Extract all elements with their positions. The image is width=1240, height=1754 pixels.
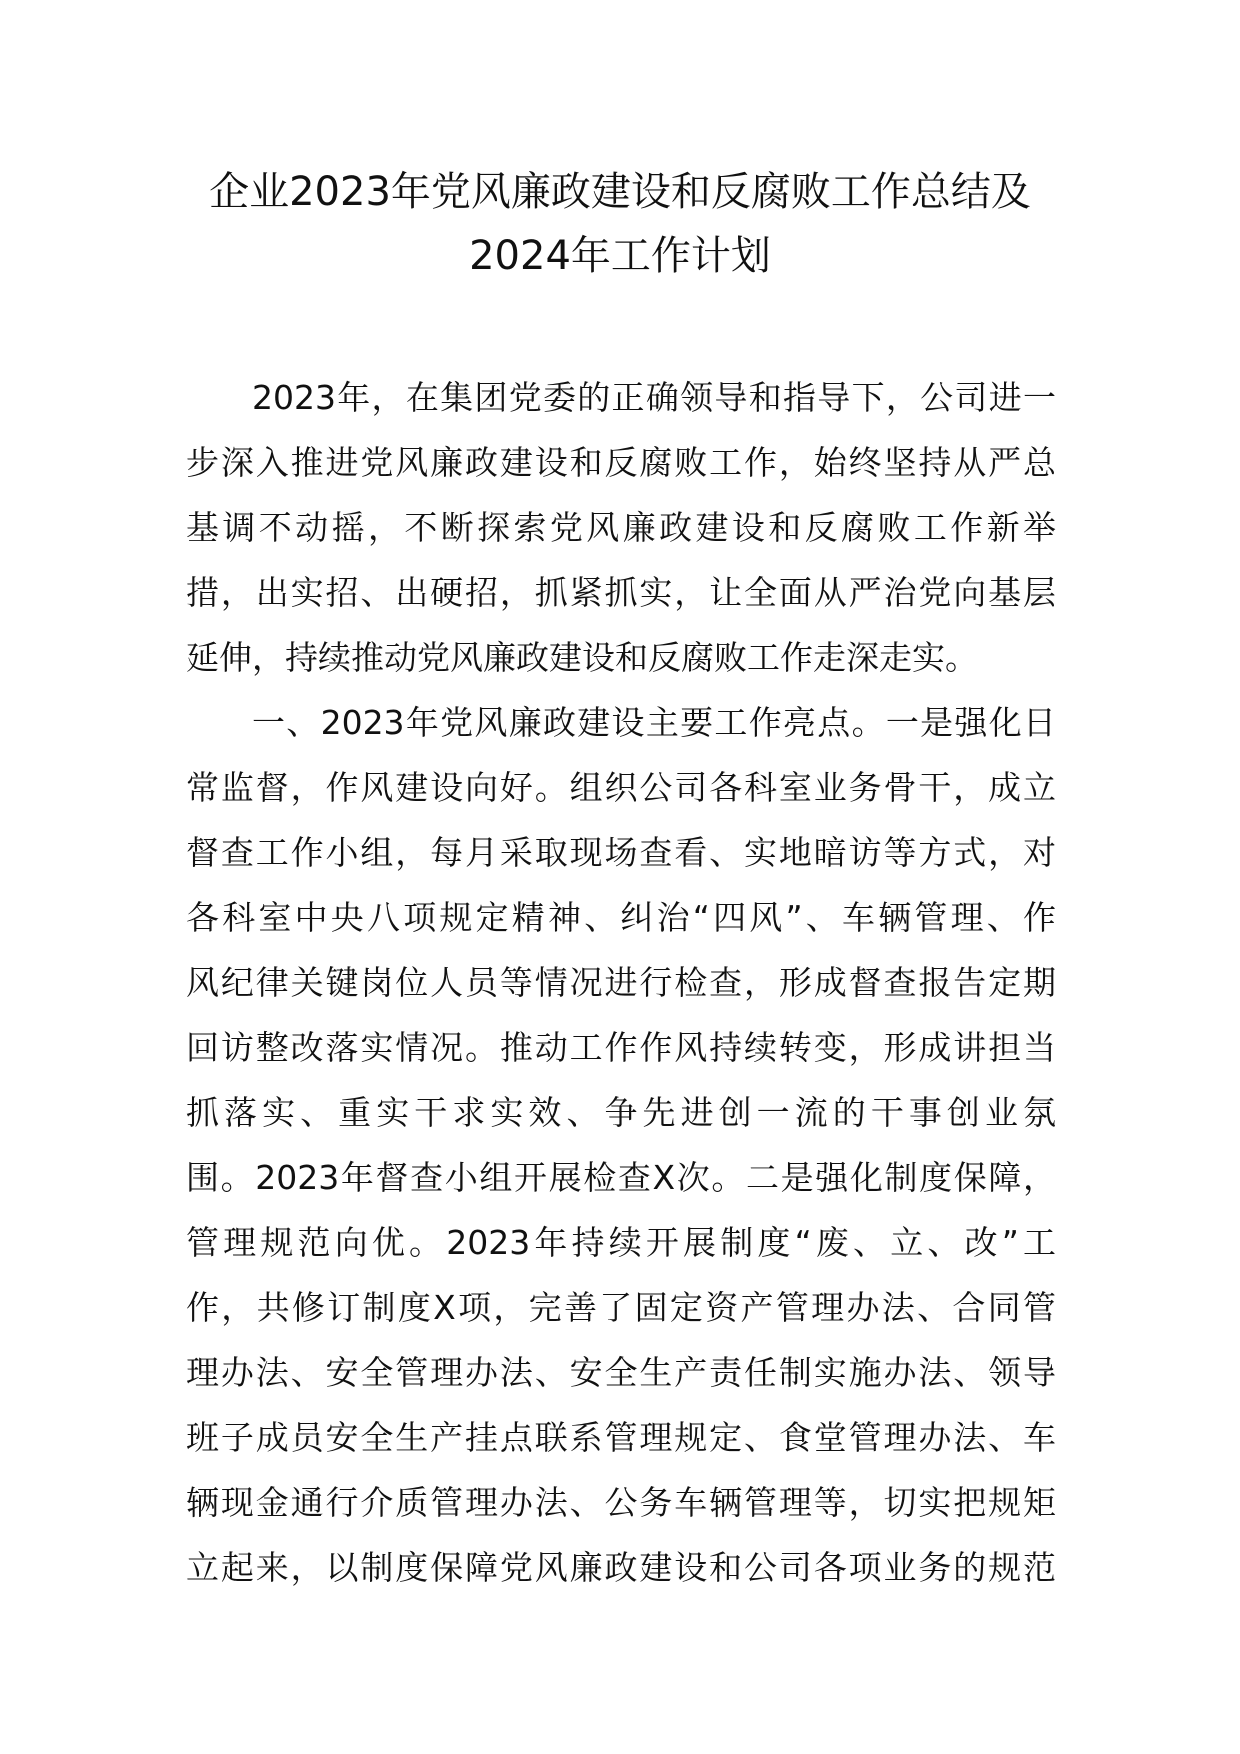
body-line: 理办法、安全管理办法、安全生产责任制实施办法、领导 [186, 1353, 1056, 1392]
body-line: 抓落实、重实干求实效、争先进创一流的干事创业氛 [186, 1093, 1056, 1132]
title-line: 2024年工作计划 [469, 233, 771, 279]
paragraph-intro [186, 365, 1056, 690]
body-line: 步深入推进党风廉政建设和反腐败工作，始终坚持从严总 [186, 443, 1056, 482]
body-line: 班子成员安全生产挂点联系管理规定、食堂管理办法、车 [186, 1418, 1056, 1457]
body-line: 作，共修订制度X项，完善了固定资产管理办法、合同管 [186, 1288, 1056, 1327]
paragraph-section-one [186, 690, 1056, 1600]
body-line: 延伸，持续推动党风廉政建设和反腐败工作走深走实。 [186, 638, 978, 677]
body-line: 风纪律关键岗位人员等情况进行检查，形成督查报告定期 [186, 963, 1056, 1002]
body-line: 各科室中央八项规定精神、纠治“四风”、车辆管理、作 [186, 898, 1056, 937]
body-line: 立起来，以制度保障党风廉政建设和公司各项业务的规范 [186, 1548, 1056, 1587]
document-body [186, 365, 1056, 1600]
body-line: 常监督，作风建设向好。组织公司各科室业务骨干，成立 [186, 768, 1056, 807]
body-line: 基调不动摇，不断探索党风廉政建设和反腐败工作新举 [186, 508, 1056, 547]
body-line: 回访整改落实情况。推动工作作风持续转变，形成讲担当 [186, 1028, 1056, 1067]
body-line: 一、2023年党风廉政建设主要工作亮点。一是强化日 [252, 703, 1056, 742]
body-line: 管理规范向优。2023年持续开展制度“废、立、改”工 [186, 1223, 1056, 1262]
document-title [160, 160, 1080, 288]
body-line: 督查工作小组，每月采取现场查看、实地暗访等方式，对 [186, 833, 1056, 872]
body-line: 2023年，在集团党委的正确领导和指导下，公司进一 [252, 378, 1056, 417]
title-line: 企业2023年党风廉政建设和反腐败工作总结及 [209, 169, 1031, 215]
body-line: 辆现金通行介质管理办法、公务车辆管理等，切实把规矩 [186, 1483, 1056, 1522]
body-line: 围。2023年督查小组开展检查X次。二是强化制度保障， [186, 1158, 1056, 1197]
body-line: 措，出实招、出硬招，抓紧抓实，让全面从严治党向基层 [186, 573, 1056, 612]
